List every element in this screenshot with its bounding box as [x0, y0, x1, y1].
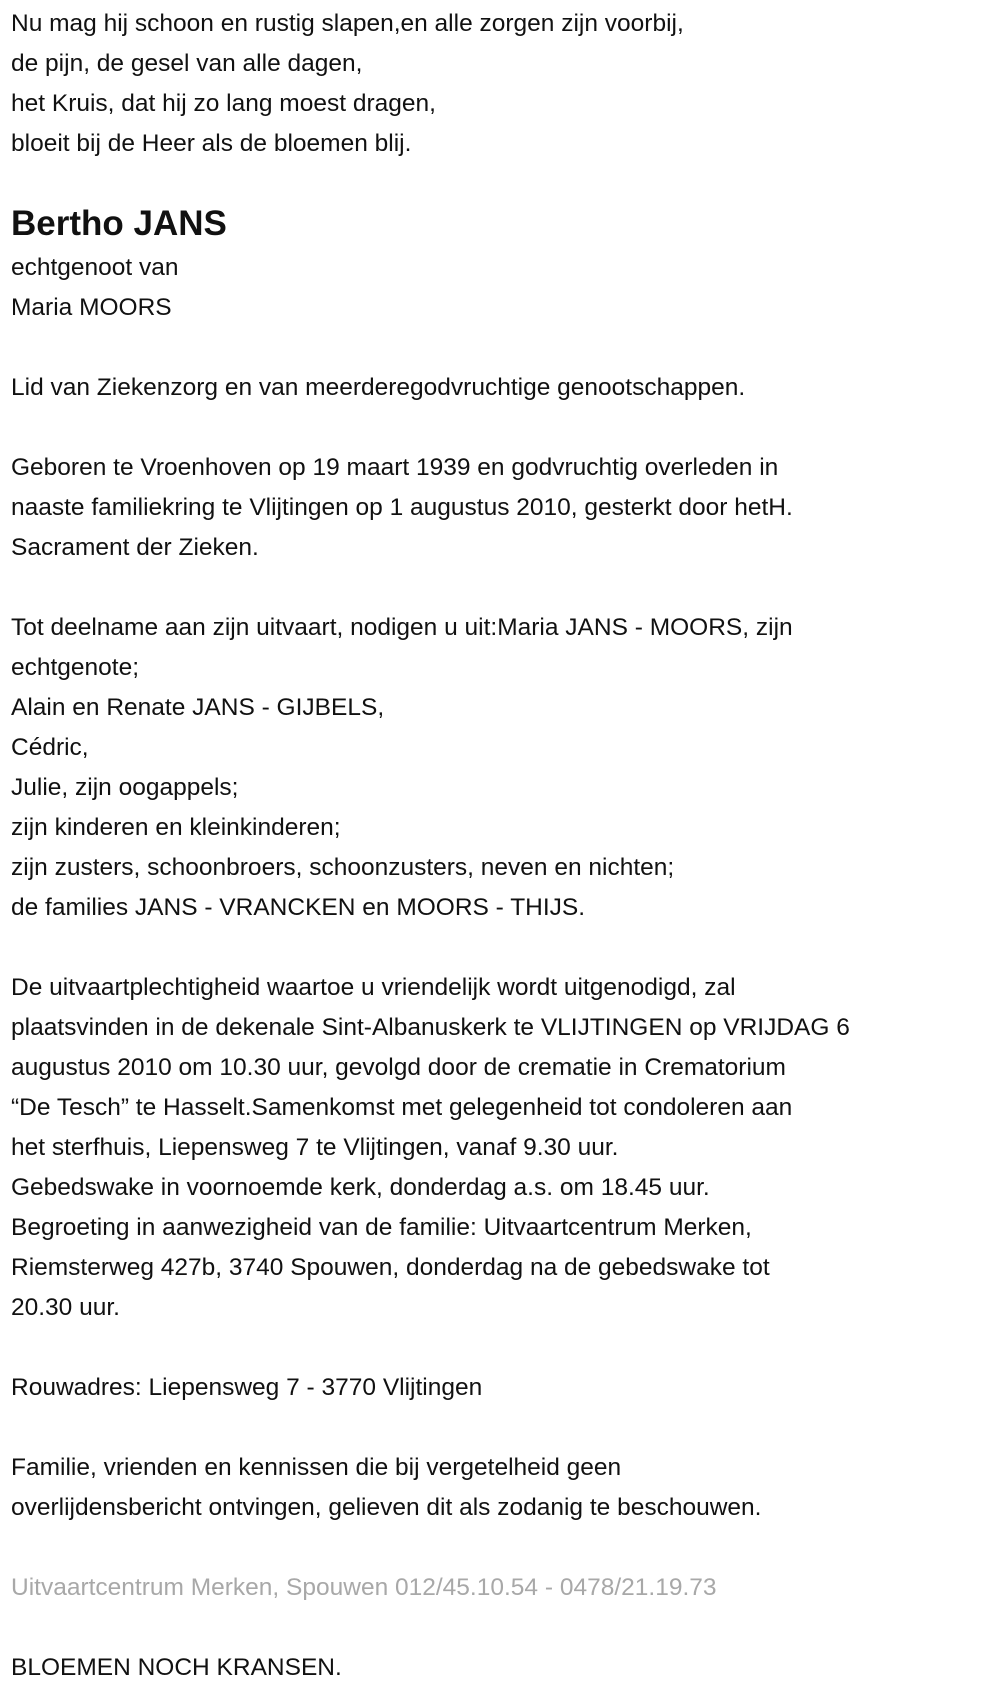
- invitation-paragraph: [11, 608, 1000, 928]
- text-line: Cédric,: [11, 734, 89, 761]
- notice-paragraph: [11, 1448, 1000, 1528]
- closing-note: BLOEMEN NOCH KRANSEN.: [11, 1654, 342, 1681]
- text-line: Begroeting in aanwezigheid van de familie: Uitvaartcentrum Merken,: [11, 1214, 752, 1241]
- text-line: echtgenote;: [11, 654, 140, 681]
- poem-line: de pijn, de gesel van alle dagen,: [11, 50, 363, 77]
- poem-line: bloeit bij de Heer als de bloemen blij.: [11, 130, 412, 157]
- text-line: Riemsterweg 427b, 3740 Spouwen, donderdag na de gebedswake tot: [11, 1254, 770, 1281]
- spouse-name: Maria MOORS: [11, 294, 172, 321]
- funeral-home-contact: Uitvaartcentrum Merken, Spouwen 012/45.10.54 - 0478/21.19.73: [11, 1574, 717, 1601]
- text-line: Julie, zijn oogappels;: [11, 774, 239, 801]
- text-line: Familie, vrienden en kennissen die bij vergetelheid geen: [11, 1454, 622, 1481]
- text-line: Sacrament der Zieken.: [11, 534, 259, 561]
- text-line: Geboren te Vroenhoven op 19 maart 1939 en godvruchtig overleden in: [11, 454, 779, 481]
- relation: echtgenoot van: [11, 254, 179, 281]
- deceased-name: Bertho JANS: [11, 204, 227, 243]
- text-line: zijn kinderen en kleinkinderen;: [11, 814, 341, 841]
- text-line: plaatsvinden in de dekenale Sint-Albanuskerk te VLIJTINGEN op VRIJDAG 6: [11, 1014, 850, 1041]
- text-line: de families JANS - VRANCKEN en MOORS - THIJS.: [11, 894, 586, 921]
- text-line: zijn zusters, schoonbroers, schoonzusters, neven en nichten;: [11, 854, 675, 881]
- text-line: Gebedswake in voornoemde kerk, donderdag a.s. om 18.45 uur.: [11, 1174, 710, 1201]
- text-line: augustus 2010 om 10.30 uur, gevolgd door de crematie in Crematorium: [11, 1054, 786, 1081]
- ceremony-paragraph: [11, 968, 1000, 1328]
- birth-death-paragraph: [11, 448, 1000, 568]
- text-line: het sterfhuis, Liepensweg 7 te Vlijtingen, vanaf 9.30 uur.: [11, 1134, 619, 1161]
- poem-line: het Kruis, dat hij zo lang moest dragen,: [11, 90, 436, 117]
- poem: [11, 4, 1000, 164]
- text-line: “De Tesch” te Hasselt.Samenkomst met gelegenheid tot condoleren aan: [11, 1094, 793, 1121]
- text-line: 20.30 uur.: [11, 1294, 120, 1321]
- membership: Lid van Ziekenzorg en van meerderegodvruchtige genootschappen.: [11, 374, 746, 401]
- text-line: Alain en Renate JANS - GIJBELS,: [11, 694, 385, 721]
- text-line: naaste familiekring te Vlijtingen op 1 augustus 2010, gesterkt door hetH.: [11, 494, 793, 521]
- mourning-address: Rouwadres: Liepensweg 7 - 3770 Vlijtingen: [11, 1374, 483, 1401]
- text-line: Tot deelname aan zijn uitvaart, nodigen u uit:Maria JANS - MOORS, zijn: [11, 614, 793, 641]
- text-line: De uitvaartplechtigheid waartoe u vriendelijk wordt uitgenodigd, zal: [11, 974, 736, 1001]
- poem-line: Nu mag hij schoon en rustig slapen,en alle zorgen zijn voorbij,: [11, 10, 684, 37]
- text-line: overlijdensbericht ontvingen, gelieven dit als zodanig te beschouwen.: [11, 1494, 762, 1521]
